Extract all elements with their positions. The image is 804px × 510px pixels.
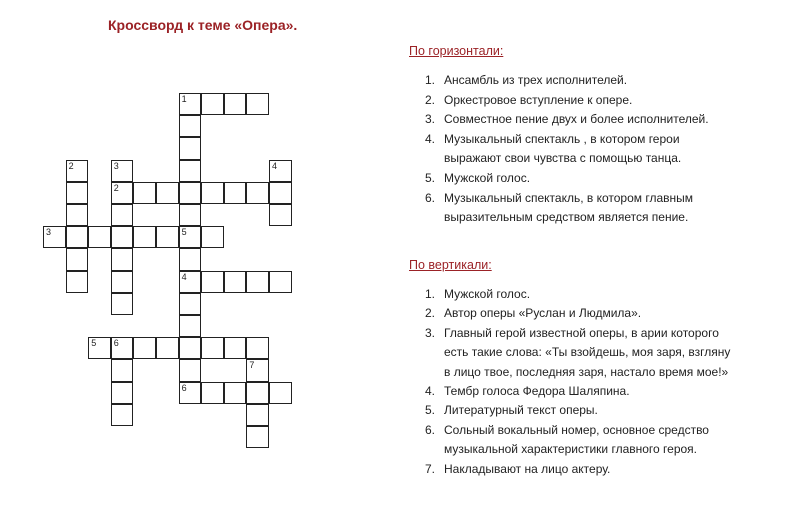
crossword-cell — [246, 93, 269, 115]
clue-number: 7. — [425, 461, 436, 476]
clue-text: Музыкальный спектакль , в котором герои — [444, 131, 680, 146]
crossword-cell — [246, 271, 269, 293]
clue-number: 1. — [425, 287, 436, 301]
clue-number: 5. — [425, 171, 436, 185]
clue-text: Накладывают на лицо актеру. — [444, 461, 611, 476]
crossword-grid — [0, 0, 400, 510]
crossword-cell — [66, 248, 89, 270]
cell-number: 6 — [181, 382, 187, 393]
crossword-cell — [179, 204, 202, 226]
crossword-cell — [201, 226, 224, 248]
clue-number: 6. — [425, 422, 436, 437]
clue-number: 4. — [425, 131, 436, 146]
crossword-cell — [246, 337, 269, 359]
clue-text: выразительным средством является пение. — [444, 210, 689, 225]
crossword-cell — [179, 137, 202, 159]
crossword-cell — [246, 404, 269, 426]
crossword-cell — [111, 271, 134, 293]
crossword-cell — [269, 271, 292, 293]
crossword-cell — [156, 226, 179, 248]
crossword-cell — [246, 359, 269, 381]
crossword-cell — [179, 248, 202, 270]
crossword-cell — [111, 248, 134, 270]
crossword-cell — [201, 271, 224, 293]
clue-text: Главный герой известной оперы, в арии которого — [444, 325, 719, 340]
clue-text: в лицо твое, последняя заря, настало время мое!» — [444, 364, 729, 379]
crossword-cell — [246, 182, 269, 204]
crossword-cell — [111, 293, 134, 315]
crossword-cell — [111, 204, 134, 226]
clue-text: музыкальной характеристики главного героя. — [444, 442, 698, 457]
crossword-cell — [201, 337, 224, 359]
crossword-cell — [224, 93, 247, 115]
crossword-cell — [88, 337, 111, 359]
clue-text: Музыкальный спектакль, в котором главным — [444, 190, 694, 205]
clue-number: 3. — [425, 112, 436, 127]
crossword-cell — [179, 337, 202, 359]
clue-number: 3. — [425, 325, 436, 340]
crossword-cell — [156, 337, 179, 359]
clue-text: Автор оперы «Руслан и Людмила». — [444, 306, 642, 321]
clue-text: выражают свои чувства с помощью танца. — [444, 151, 682, 166]
crossword-cell — [224, 182, 247, 204]
cell-number: 5 — [91, 338, 97, 349]
across-heading: По горизонтали: — [409, 44, 504, 58]
crossword-cell — [111, 404, 134, 426]
clue-text: Совместное пение двух и более исполнителей. — [444, 112, 709, 127]
crossword-cell — [111, 337, 134, 359]
cell-number: 5 — [181, 227, 187, 238]
clue-number: 4. — [425, 384, 436, 398]
clue-text: Тембр голоса Федора Шаляпина. — [444, 384, 630, 398]
clue-number: 6. — [425, 190, 436, 205]
crossword-cell — [224, 337, 247, 359]
clue-text: Мужской голос. — [444, 171, 531, 185]
crossword-cell — [246, 382, 269, 404]
cell-number: 4 — [272, 160, 278, 171]
clue-text: есть такие слова: «Ты взойдешь, моя заря, взгляну — [444, 345, 731, 360]
crossword-cell — [133, 337, 156, 359]
crossword-cell — [179, 115, 202, 137]
crossword-cell — [224, 382, 247, 404]
cell-number: 2 — [113, 182, 119, 193]
crossword-cell — [269, 160, 292, 182]
crossword-cell — [246, 426, 269, 448]
clue-number: 2. — [425, 306, 436, 321]
cell-number: 2 — [68, 160, 74, 171]
crossword-cell — [66, 226, 89, 248]
crossword-cell — [201, 93, 224, 115]
page-title: Кроссворд к теме «Опера». — [108, 17, 298, 33]
clue-text: Оркестровое вступление к опере. — [444, 92, 633, 107]
crossword-cell — [111, 160, 134, 182]
cell-number: 3 — [46, 227, 52, 238]
clue-number: 5. — [425, 403, 436, 418]
cell-number: 4 — [181, 271, 187, 282]
crossword-cell — [111, 182, 134, 204]
clue-number: 2. — [425, 92, 436, 107]
crossword-cell — [179, 271, 202, 293]
crossword-cell — [224, 271, 247, 293]
crossword-cell — [179, 93, 202, 115]
cell-number: 6 — [113, 338, 119, 349]
crossword-cell — [66, 160, 89, 182]
crossword-cell — [179, 182, 202, 204]
crossword-cell — [111, 359, 134, 381]
crossword-cell — [133, 226, 156, 248]
clue-text: Сольный вокальный номер, основное средство — [444, 422, 709, 437]
crossword-cell — [179, 382, 202, 404]
clue-text: Мужской голос. — [444, 287, 531, 301]
clue-number: 1. — [425, 73, 436, 87]
crossword-cell — [111, 382, 134, 404]
crossword-cell — [43, 226, 66, 248]
crossword-cell — [269, 182, 292, 204]
crossword-cell — [179, 226, 202, 248]
crossword-cell — [201, 182, 224, 204]
clue-text: Литературный текст оперы. — [444, 403, 598, 418]
crossword-cell — [133, 182, 156, 204]
crossword-cell — [88, 226, 111, 248]
crossword-cell — [201, 382, 224, 404]
crossword-cell — [156, 182, 179, 204]
crossword-cell — [269, 204, 292, 226]
crossword-cell — [269, 382, 292, 404]
down-heading: По вертикали: — [409, 258, 492, 272]
crossword-cell — [179, 359, 202, 381]
crossword-cell — [111, 226, 134, 248]
crossword-cell — [179, 160, 202, 182]
cell-number: 7 — [249, 360, 255, 371]
crossword-cell — [66, 271, 89, 293]
cell-number: 3 — [113, 160, 119, 171]
crossword-cell — [179, 293, 202, 315]
clue-text: Ансамбль из трех исполнителей. — [444, 73, 628, 87]
crossword-cell — [66, 204, 89, 226]
crossword-cell — [66, 182, 89, 204]
crossword-cell — [179, 315, 202, 337]
cell-number: 1 — [181, 94, 187, 104]
